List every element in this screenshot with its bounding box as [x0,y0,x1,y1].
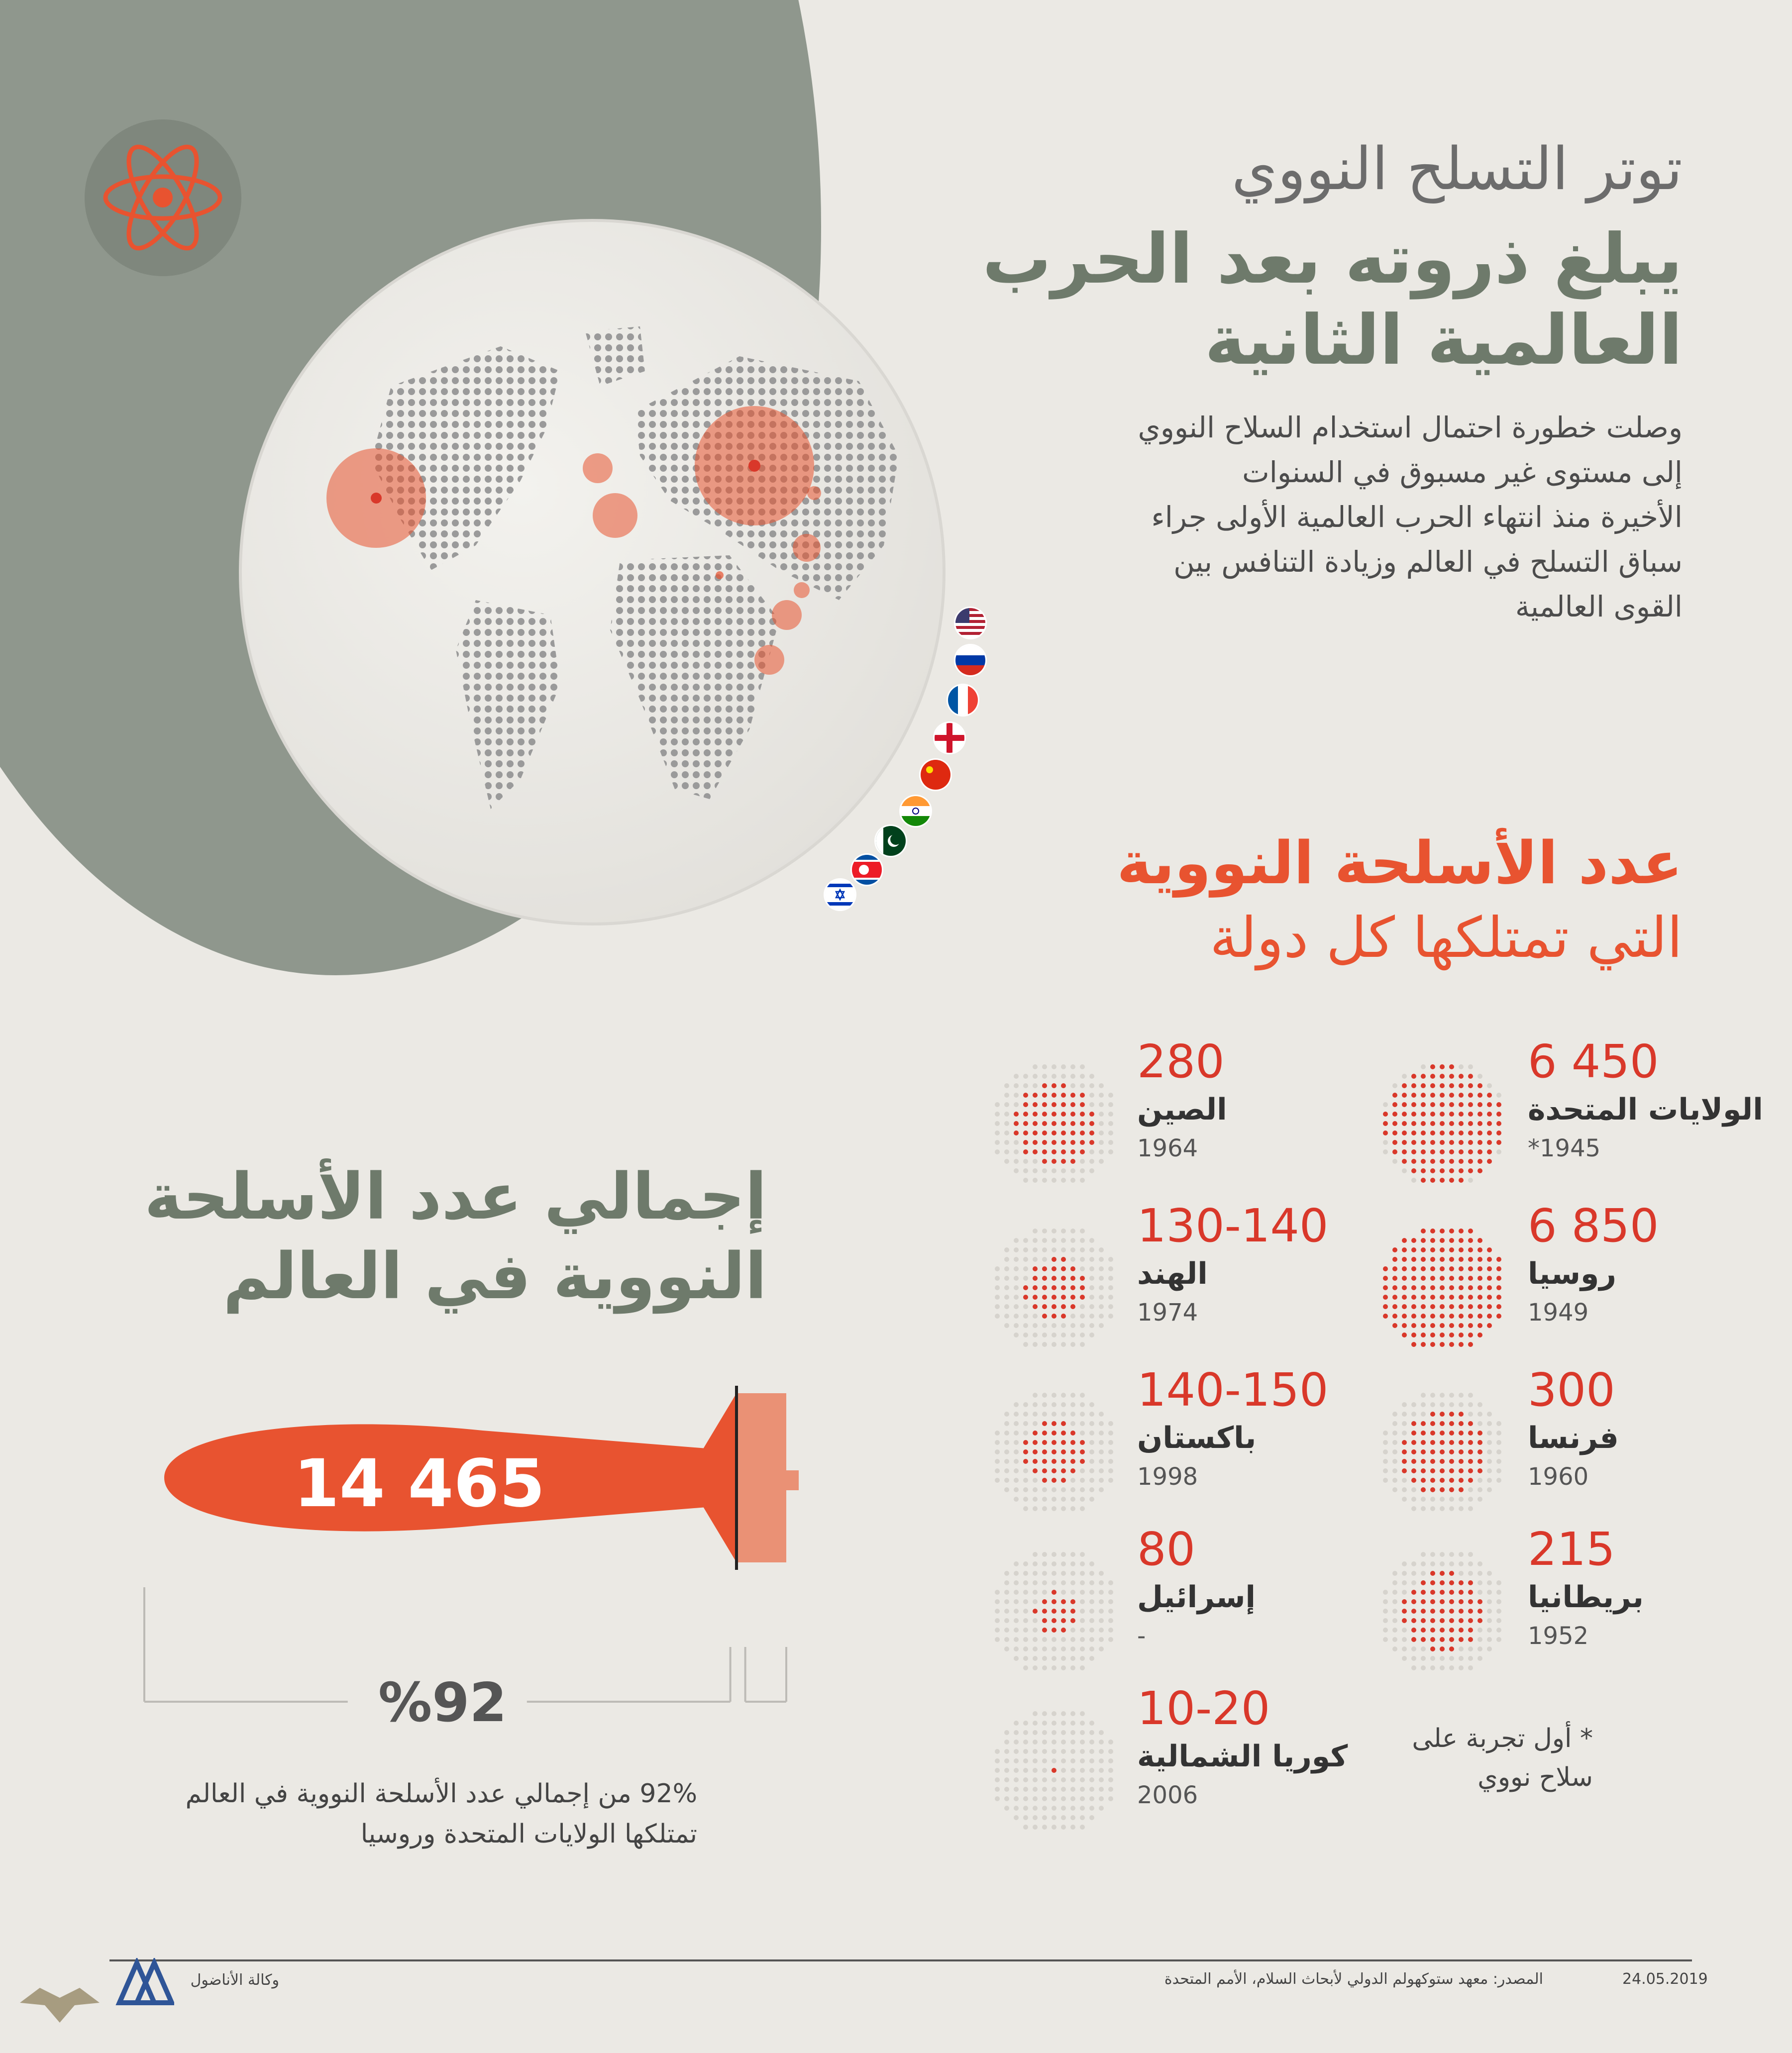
flag-england-icon [935,723,964,753]
agency-name: وكالة الأناضول [190,1971,279,1989]
caption-line-2: تمتلكها الولايات المتحدة وروسيا [360,1819,697,1849]
country-name: إسرائيل [1137,1580,1256,1615]
first-test-year: *1945 [1528,1134,1601,1162]
intro-paragraph [986,406,1683,629]
world-map [242,222,943,923]
country-count: 6 450 [1528,1035,1659,1088]
intro-line: إلى مستوى غير مسبوق في السنوات [1242,455,1683,489]
country-name: الصين [1137,1092,1227,1127]
intro-line: وصلت خطورة احتمال استخدام السلاح النووي [1138,411,1683,444]
flag-france-icon [948,685,978,715]
country-count: 140-150 [1137,1363,1329,1417]
country-name: كوريا الشمالية [1137,1739,1348,1774]
title-line-1: توتر التسلح النووي [1231,134,1683,203]
atom-icon [85,119,241,276]
country-count: 215 [1528,1523,1615,1576]
country-count: 280 [1137,1035,1225,1088]
footer-date: 24.05.2019 [1622,1970,1708,1988]
intro-line: سباق التسلح في العالم وزيادة التنافس بين [1173,544,1683,579]
title-line-3: العالمية الثانية [1204,300,1683,380]
weapons-dot-cluster [980,1378,1130,1528]
intro-line: الأخيرة منذ انتهاء الحرب العالمية الأولى جراء [1151,500,1683,534]
footnote-line-2: سلاح نووي [1477,1762,1593,1792]
flag-israel-icon [825,880,855,910]
weapons-dot-cluster [1369,1050,1518,1199]
first-test-year: 1998 [1137,1463,1198,1491]
title-line-2: يبلغ ذروته بعد الحرب [982,219,1683,299]
footnote [1412,1719,1593,1797]
caption-line-1: 92% من إجمالي عدد الأسلحة النووية في العالم [185,1779,697,1809]
footer-source: المصدر: معهد ستوكهولم الدولي لأبحاث السلام، الأمم المتحدة [1164,1970,1543,1988]
first-test-year: - [1137,1622,1146,1650]
total-value: 14 465 [294,1445,545,1522]
weapons-dot-cluster [1369,1214,1518,1363]
country-name: الولايات المتحدة [1528,1092,1763,1127]
flag-north-korea-icon [852,855,882,885]
total-title-line-1: إجمالي عدد الأسلحة [144,1160,767,1234]
flag-russia-icon [955,645,985,675]
footnote-line-1: أول تجربة على [1412,1724,1572,1753]
country-name: بريطانيا [1528,1580,1644,1615]
country-count: 6 850 [1528,1199,1659,1252]
aa-logo-icon [109,1958,174,2008]
first-test-year: 1952 [1528,1622,1589,1650]
aa-logo [109,1958,174,2008]
first-test-year: 2006 [1137,1781,1198,1809]
weapons-dot-cluster [980,1214,1130,1363]
intro-line: القوى العالمية [1515,589,1683,623]
atom-badge [85,119,241,276]
first-test-year: 1960 [1528,1463,1589,1491]
percent-value: %92 [378,1672,507,1734]
flag-india-icon [901,796,931,826]
country-count: 80 [1137,1523,1196,1576]
country-count: 130-140 [1137,1199,1329,1252]
footer-divider [109,1959,1692,1961]
weapons-dot-cluster [980,1050,1130,1199]
total-title-line-2: النووية في العالم [223,1239,767,1314]
flag-usa-icon [955,608,985,638]
weapons-dot-cluster [980,1697,1130,1846]
globe [239,219,946,925]
section-title: عدد الأسلحة النووية [1117,828,1683,897]
section-subtitle: التي تمتلكها كل دولة [1210,906,1683,970]
country-count: 10-20 [1137,1682,1270,1735]
country-count: 300 [1528,1363,1615,1417]
weapons-dot-cluster [1369,1378,1518,1528]
first-test-year: 1949 [1528,1299,1589,1327]
total-caption [50,1774,697,1854]
country-name: روسيا [1528,1256,1616,1291]
country-name: فرنسا [1528,1421,1619,1455]
percent-label [378,1672,507,1734]
flag-china-icon [921,760,950,790]
first-test-year: 1974 [1137,1299,1198,1327]
country-name: الهند [1137,1256,1208,1291]
first-test-year: 1964 [1137,1134,1198,1162]
eagle-watermark-icon [10,1983,109,2043]
watermark-badge [10,1983,109,2043]
country-name: باكستان [1137,1421,1257,1455]
footnote-star: * [1580,1724,1593,1753]
weapons-dot-cluster [980,1538,1130,1687]
flag-pakistan-icon [876,826,906,856]
weapons-dot-cluster [1369,1538,1518,1687]
